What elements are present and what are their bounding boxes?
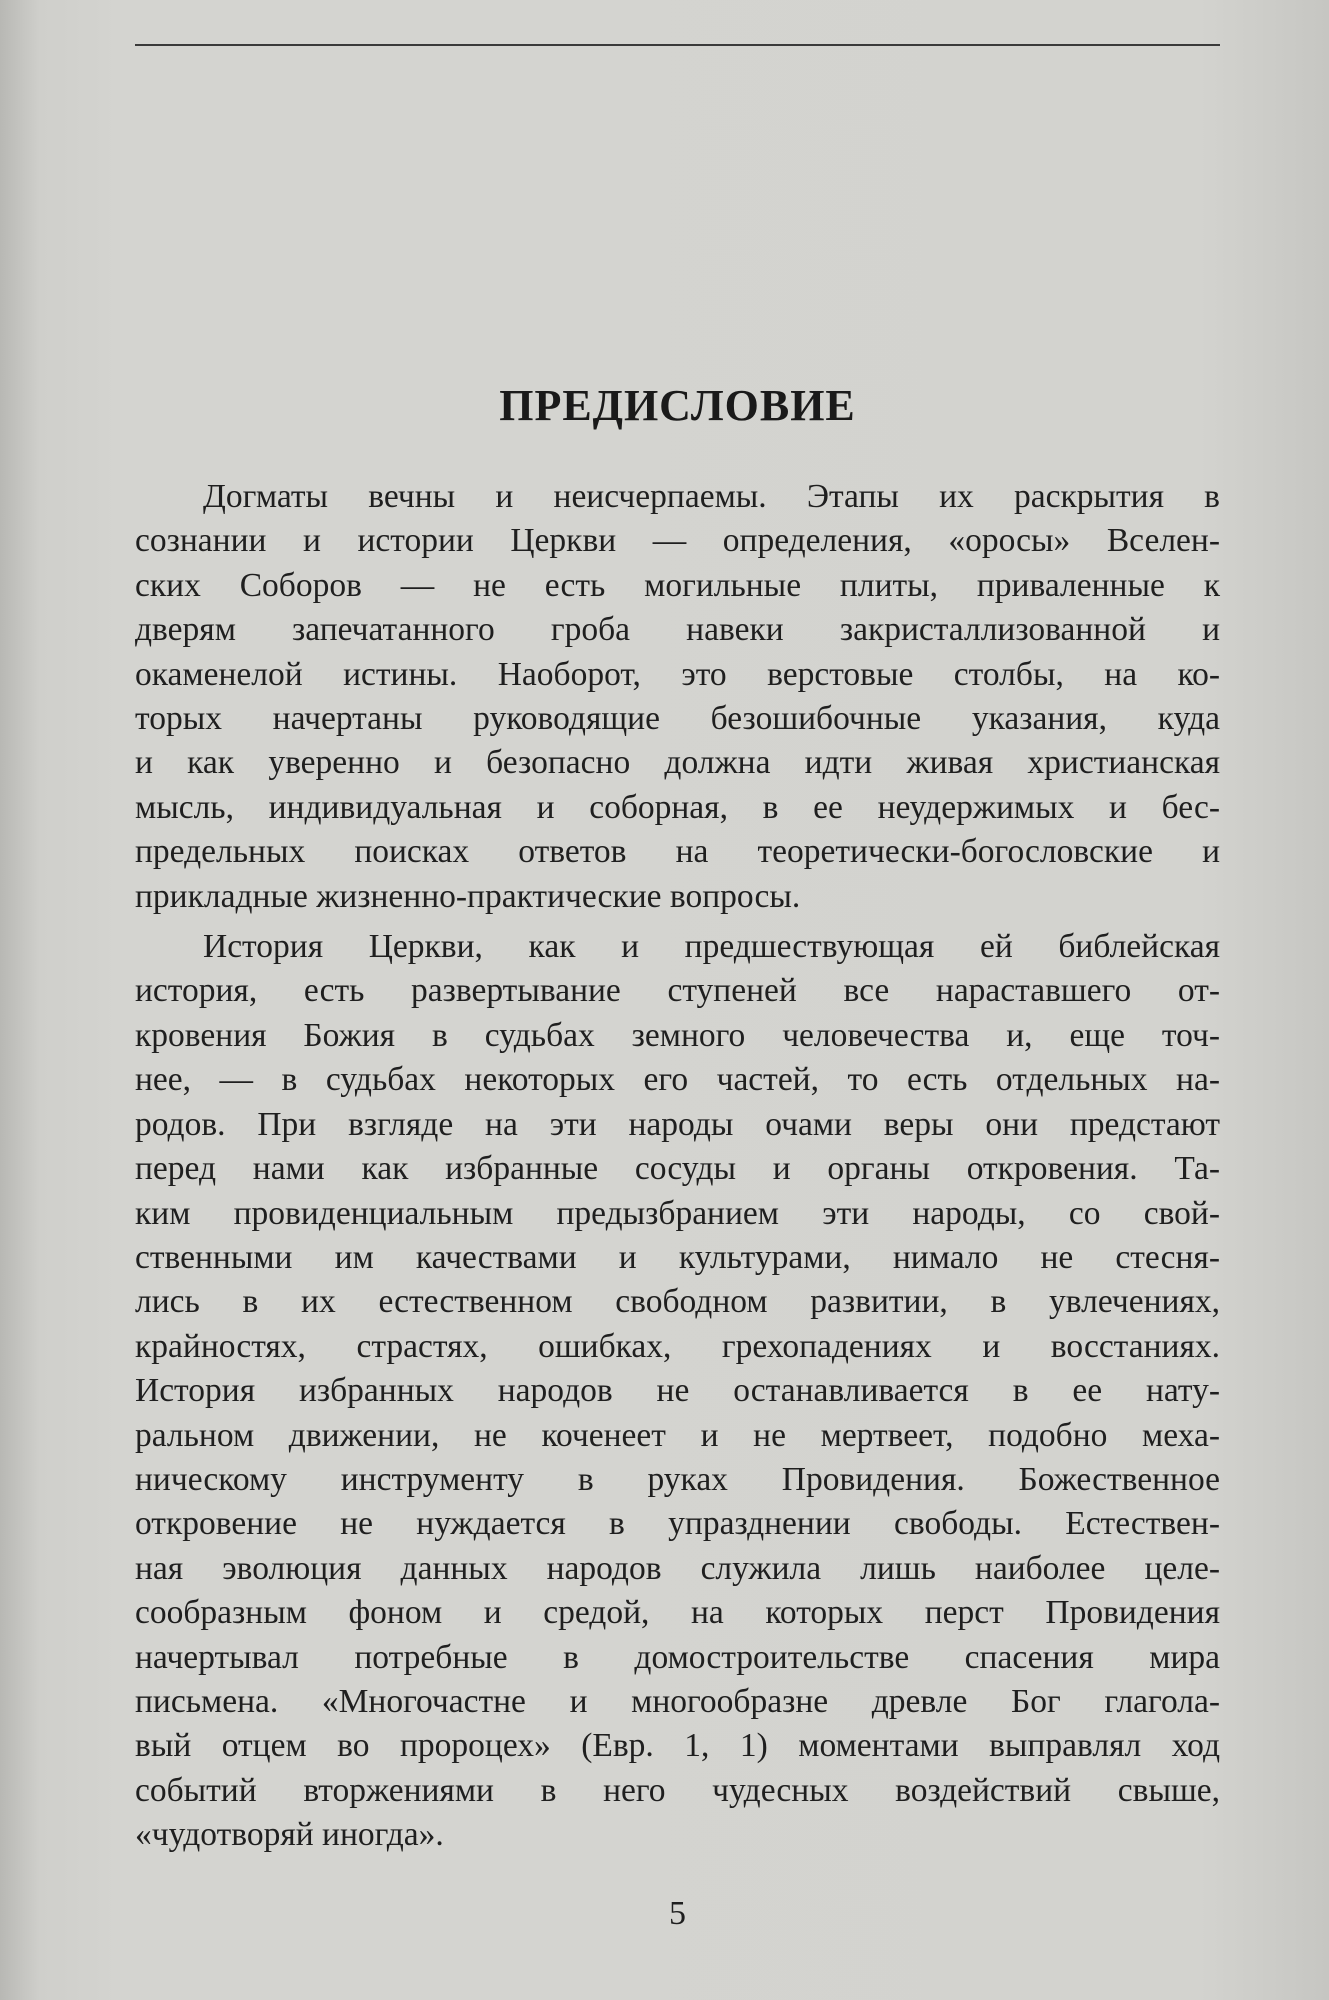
text-line: «чудотворяй иногда». <box>135 1816 444 1854</box>
paragraph-2 <box>135 925 1220 1858</box>
text-line: нее, — в судьбах некоторых его частей, то есть отдельных на- <box>135 1061 1220 1099</box>
text-line: вый отцем во пророцех» (Евр. 1, 1) моментами выправлял ход <box>135 1727 1220 1765</box>
text-line: лись в их естественном свободном развитии, в увлечениях, <box>135 1283 1220 1321</box>
text-line: дверям запечатанного гроба навеки закристаллизованной и <box>135 611 1220 649</box>
text-line: История Церкви, как и предшествующая ей библейская <box>203 928 1220 966</box>
top-rule <box>135 44 1220 46</box>
text-line: ральном движении, не коченеет и не мертвеет, подобно меха- <box>135 1416 1220 1454</box>
text-line: предельных поисках ответов на теоретически-богословские и <box>135 833 1220 871</box>
text-line: начертывал потребные в домостроительстве спасения мира <box>135 1638 1220 1676</box>
text-line: ким провиденциальным предызбранием эти народы, со свой- <box>135 1194 1220 1232</box>
page-number: 5 <box>669 1895 686 1932</box>
text-line: торых начертаны руководящие безошибочные указания, куда <box>135 700 1220 738</box>
body-text <box>135 475 1220 1864</box>
text-line: перед нами как избранные сосуды и органы откровения. Та- <box>135 1150 1220 1188</box>
text-line: ная эволюция данных народов служила лишь наиболее целе- <box>135 1549 1220 1587</box>
page-heading: ПРЕДИСЛОВИЕ <box>499 381 856 430</box>
text-line: История избранных народов не останавливается в ее нату- <box>135 1372 1220 1410</box>
text-line: событий вторжениями в него чудесных воздействий свыше, <box>135 1771 1220 1809</box>
text-line: Догматы вечны и неисчерпаемы. Этапы их раскрытия в <box>203 478 1220 515</box>
text-line: ственными им качествами и культурами, нимало не стесня- <box>135 1238 1220 1276</box>
text-line: история, есть развертывание ступеней все нараставшего от- <box>135 972 1220 1010</box>
text-line: крайностях, страстях, ошибках, грехопадениях и восстаниях. <box>135 1327 1220 1365</box>
paragraph-1 <box>135 475 1220 919</box>
text-line: мысль, индивидуальная и соборная, в ее неудержимых и бес- <box>135 788 1220 826</box>
text-line: ских Соборов — не есть могильные плиты, приваленные к <box>135 566 1220 604</box>
text-line: кровения Божия в судьбах земного человечества и, еще точ- <box>135 1016 1220 1054</box>
text-line: и как уверенно и безопасно должна идти живая христианская <box>135 744 1220 782</box>
text-line: ническому инструменту в руках Провидения. Божественное <box>135 1460 1220 1498</box>
text-line: сообразным фоном и средой, на которых перст Провидения <box>135 1594 1220 1632</box>
text-line: родов. При взгляде на эти народы очами веры они предстают <box>135 1105 1220 1143</box>
text-line: откровение не нуждается в упразднении свободы. Естествен- <box>135 1505 1220 1543</box>
text-line: письмена. «Многочастне и многообразне древле Бог глагола- <box>135 1682 1220 1720</box>
text-line: окаменелой истины. Наоборот, это верстовые столбы, на ко- <box>135 655 1220 693</box>
text-line: сознании и истории Церкви — определения, «оросы» Вселен- <box>135 522 1220 560</box>
text-line: прикладные жизненно-практические вопросы. <box>135 877 801 915</box>
